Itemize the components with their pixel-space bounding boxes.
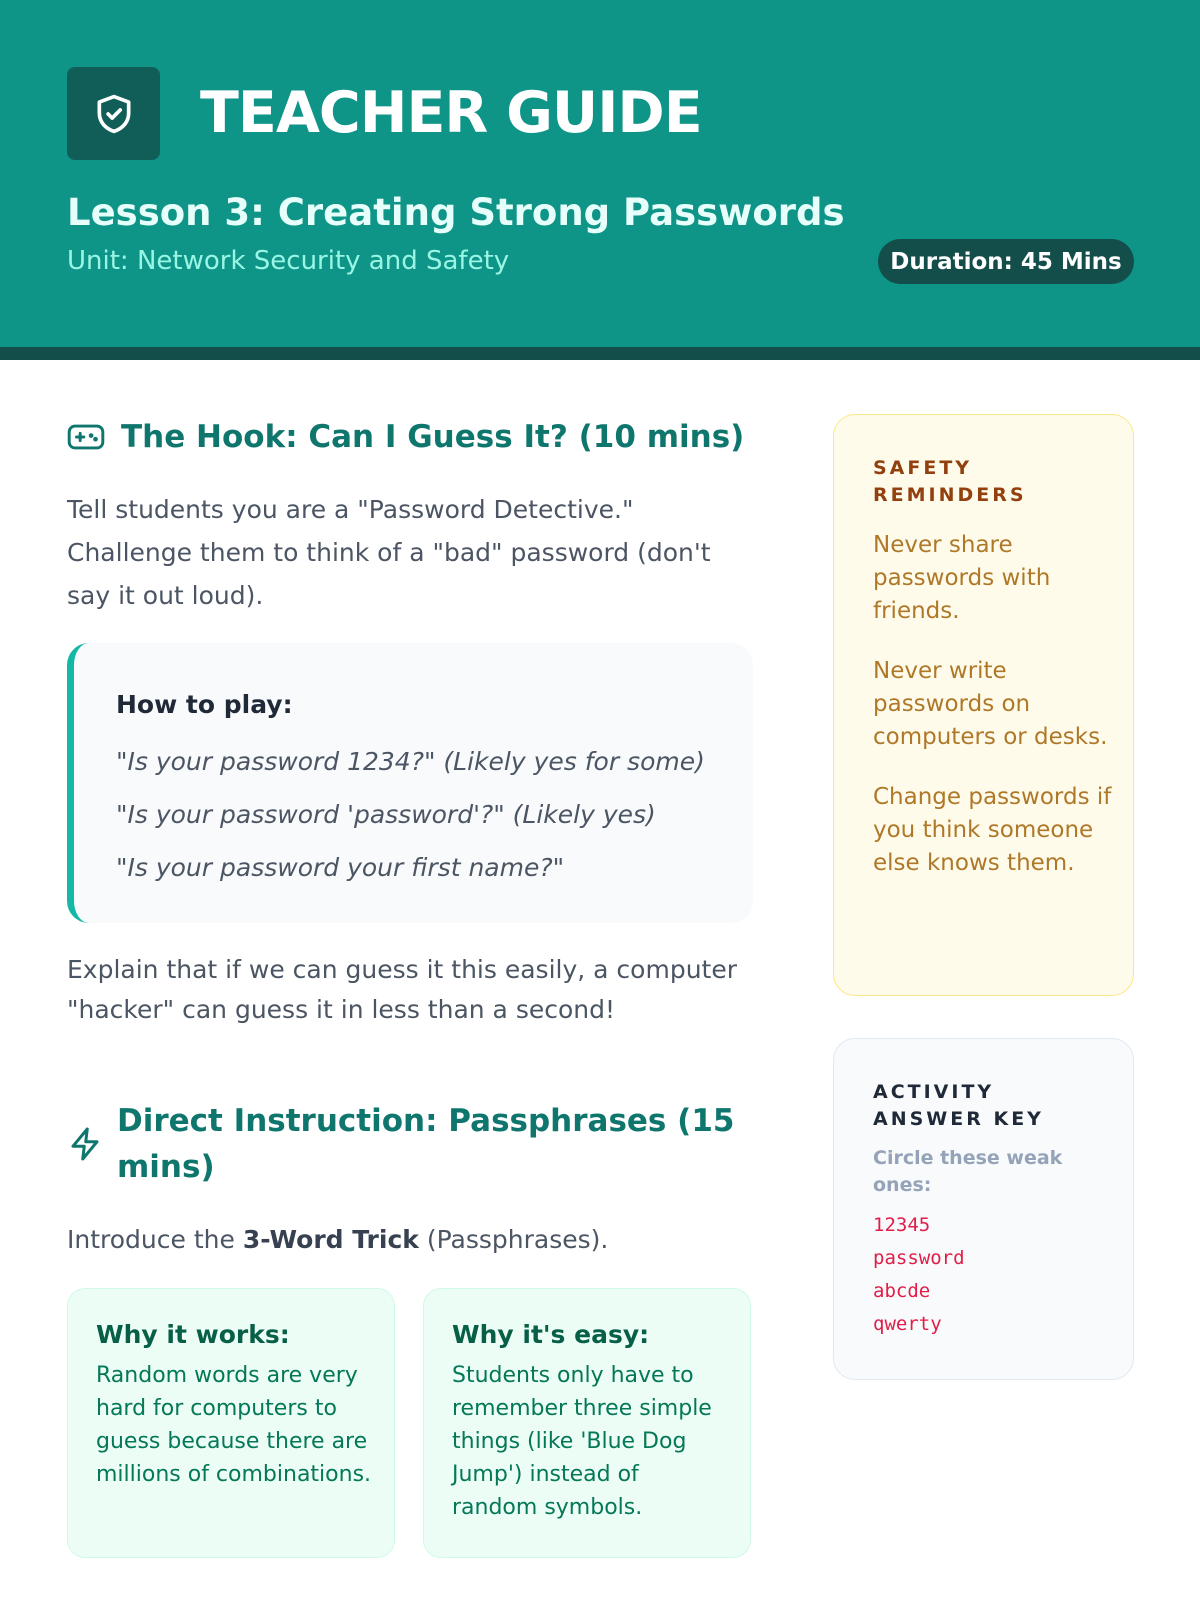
how-to-play-title: How to play:: [116, 690, 293, 719]
instruction-heading-text: Direct Instruction: Passphrases (15 mins): [117, 1103, 735, 1185]
card-body: Students only have to remember three simple things (like 'Blue Dog Jump') instead of random symbols.: [452, 1363, 712, 1520]
logo-badge: [67, 67, 160, 160]
intro-prefix: Introduce the: [67, 1225, 243, 1254]
hook-heading: [67, 414, 744, 460]
shield-check-icon: [92, 92, 136, 136]
safety-reminder-item: Change passwords if you think someone else knows them.: [873, 784, 1112, 876]
duration-badge: Duration: 45 Mins: [878, 239, 1134, 284]
instruction-intro: [67, 1218, 747, 1261]
intro-bold-term: 3-Word Trick: [242, 1225, 419, 1254]
intro-suffix: (Passphrases).: [418, 1225, 609, 1254]
answer-key-panel: [833, 1038, 1134, 1380]
answer-key-label: ACTIVITY ANSWER KEY: [873, 1081, 1044, 1130]
safety-reminder-item: Never write passwords on computers or desks.: [873, 658, 1108, 750]
why-its-easy-card: [423, 1288, 751, 1558]
safety-reminder-item: Never share passwords with friends.: [873, 532, 1051, 624]
card-body: Random words are very hard for computers to guess because there are millions of combinations.: [96, 1363, 372, 1487]
how-to-play-box: [67, 643, 753, 923]
instruction-heading: [67, 1098, 747, 1190]
safety-reminders-panel: [833, 414, 1134, 996]
how-to-play-line: "Is your password 'password'?" (Likely yes): [116, 800, 656, 829]
how-to-play-line: "Is your password your first name?": [116, 853, 565, 882]
why-it-works-card: [67, 1288, 395, 1558]
lesson-title: Lesson 3: Creating Strong Passwords: [67, 191, 845, 234]
lightning-bolt-icon: [67, 1098, 107, 1190]
answer-key-intro: Circle these weak ones:: [873, 1147, 1063, 1196]
weak-password-item: 12345: [873, 1214, 931, 1236]
hook-heading-text: The Hook: Can I Guess It? (10 mins): [121, 419, 745, 455]
guide-title: TEACHER GUIDE: [200, 80, 702, 146]
hook-explain: Explain that if we can guess it this easily, a computer "hacker" can guess it in less than a second!: [67, 955, 737, 1024]
gamepad-icon: [67, 414, 107, 460]
card-title: Why it's easy:: [452, 1320, 650, 1349]
how-to-play-line: "Is your password 1234?" (Likely yes for some): [116, 747, 705, 776]
card-title: Why it works:: [96, 1320, 290, 1349]
weak-password-item: qwerty: [873, 1313, 942, 1335]
unit-subtitle: Unit: Network Security and Safety: [67, 246, 510, 276]
hook-intro: Tell students you are a "Password Detective." Challenge them to think of a "bad" password (don't say it out loud).: [67, 495, 711, 610]
weak-password-item: abcde: [873, 1280, 931, 1302]
page-header: [0, 0, 1200, 360]
safety-reminders-label: SAFETY REMINDERS: [873, 457, 1027, 506]
weak-password-item: password: [873, 1247, 965, 1269]
